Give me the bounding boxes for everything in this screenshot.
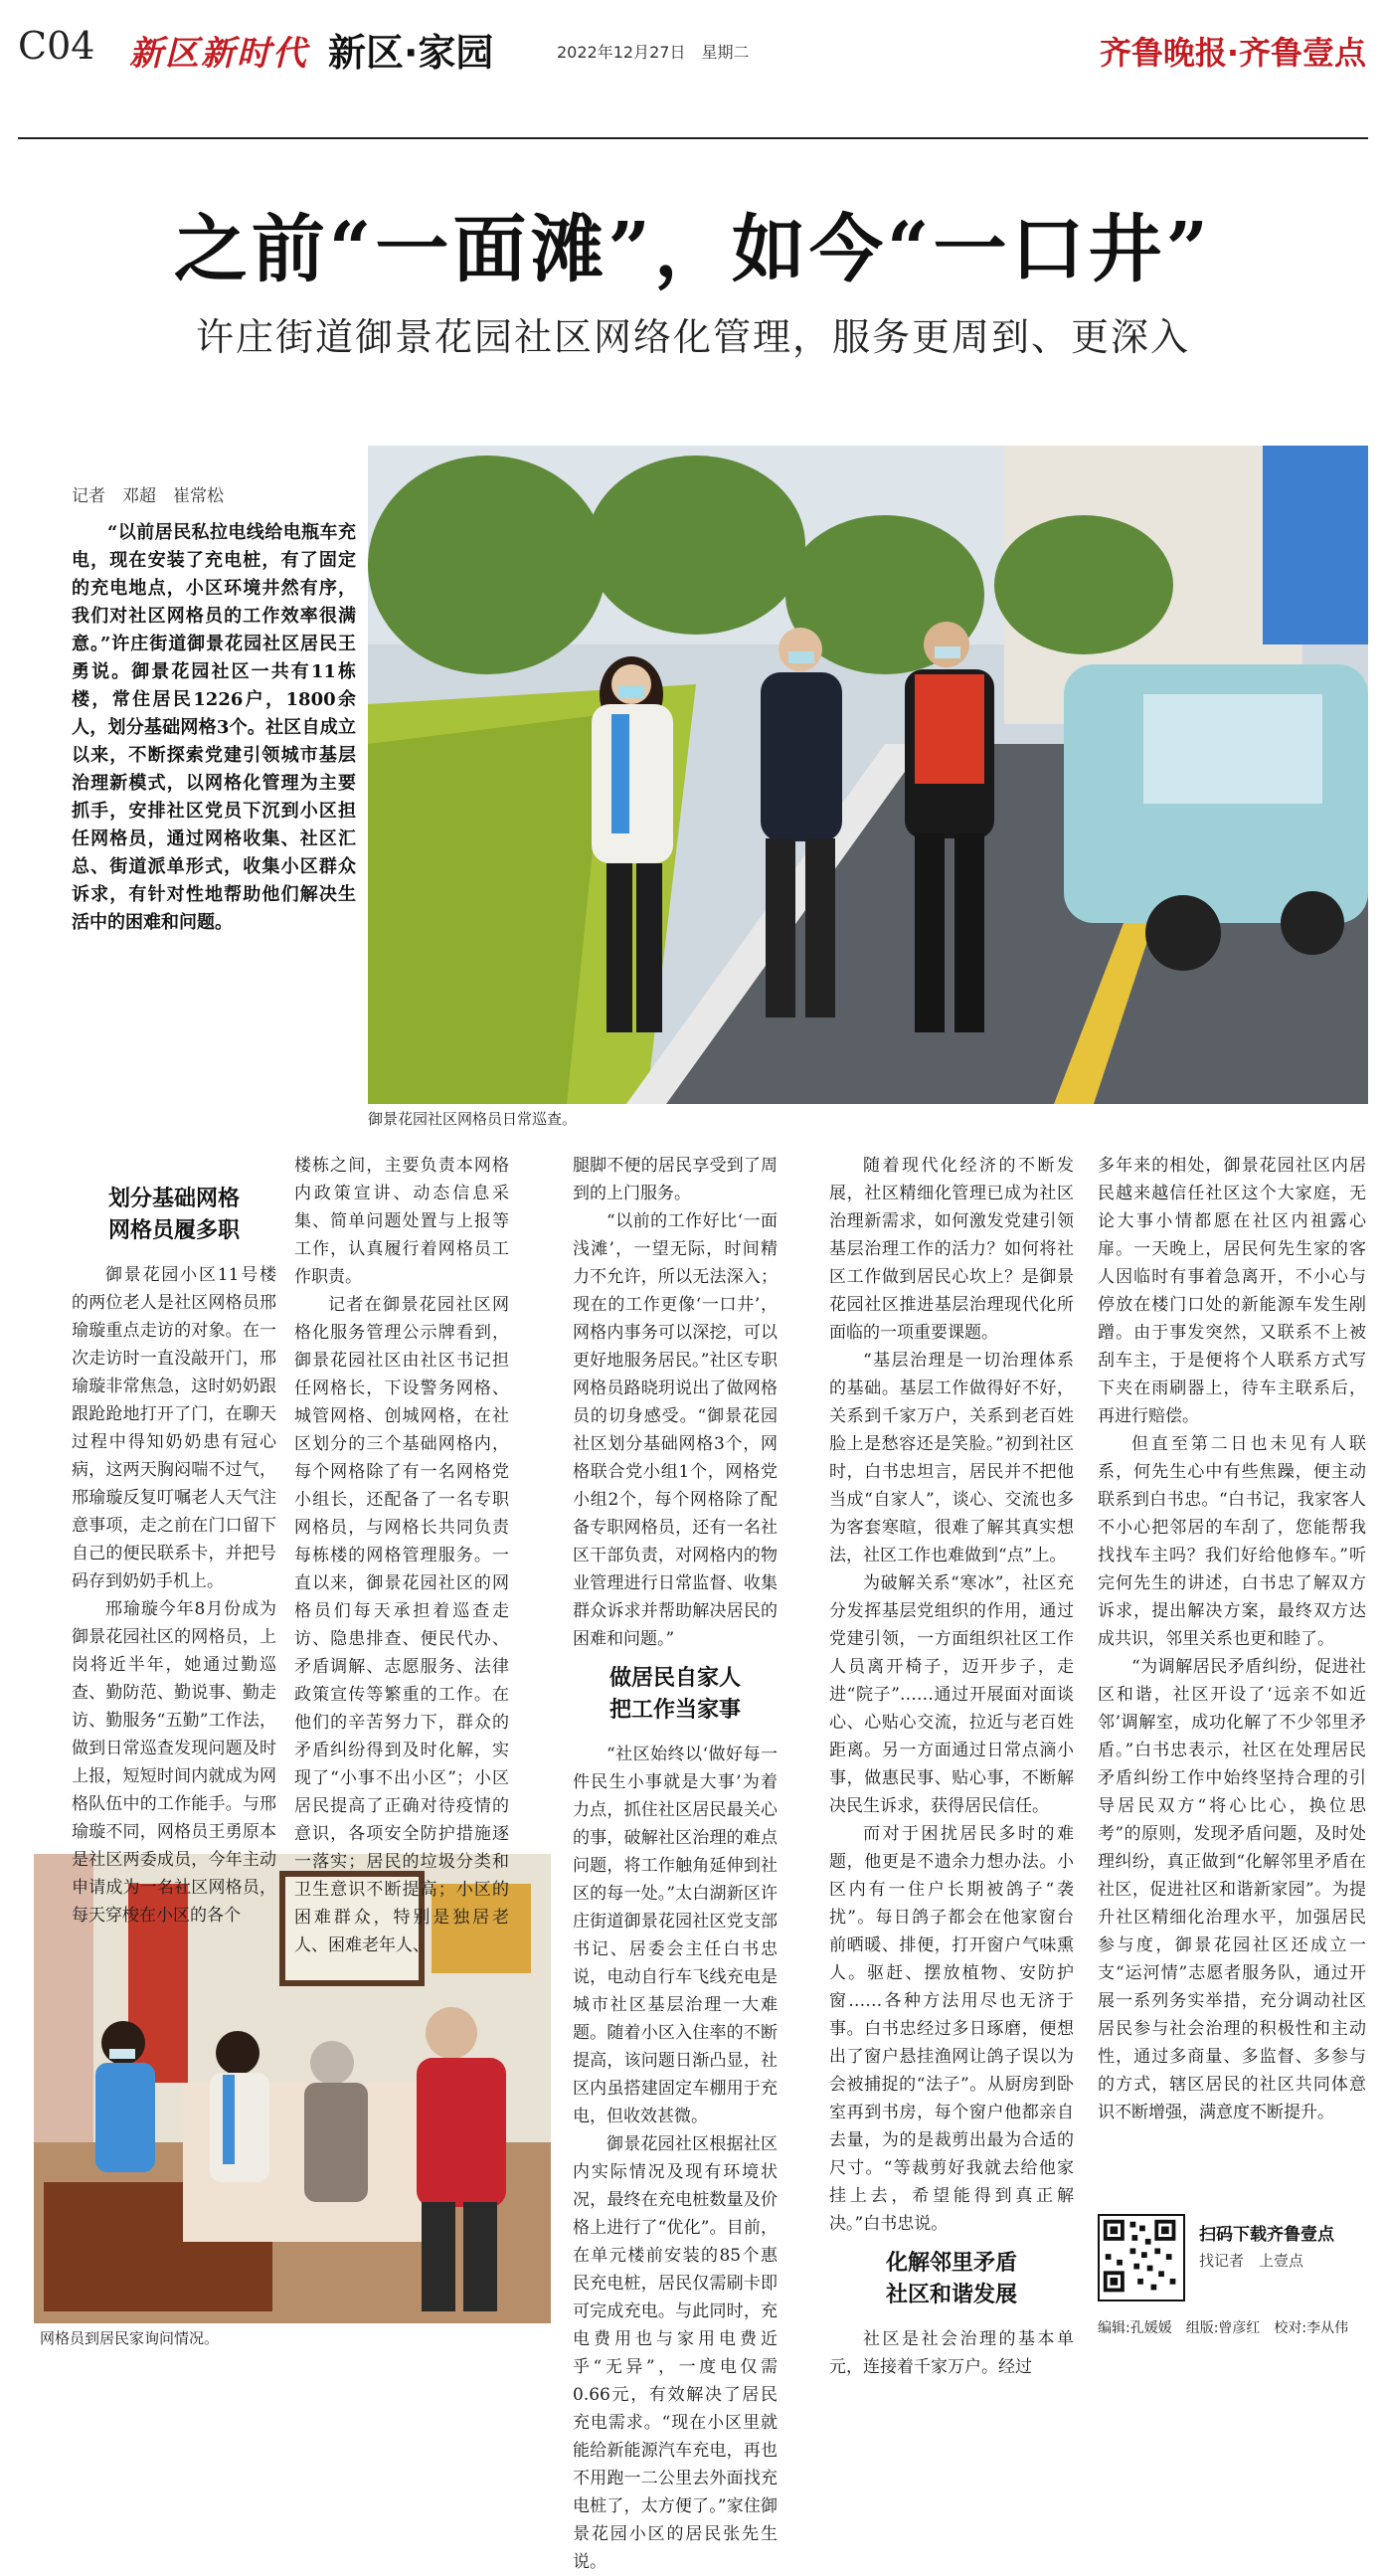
- paragraph: 御景花园小区11号楼的两位老人是社区网格员邢瑜璇重点走访的对象。在一次走访时一直没敲开门，邢瑜璇非常焦急，这时奶奶跟跟跄跄地打开了门，在聊天过程中得知奶奶患有冠心病，这两天胸闷喘不过气，邢瑜璇反复叮嘱老人天气注意事项，走之前在门口留下自己的便民联系卡，并把号码存到奶奶手机上。: [72, 1265, 276, 1591]
- paragraph: 楼栋之间，主要负责本网格内政策宣讲、动态信息采集、简单问题处置与上报等工作，认真履行着网格员工作职责。: [294, 1156, 509, 1287]
- subheadline: 许庄街道御景花园社区网络化管理，服务更周到、更深入: [195, 315, 1190, 359]
- subheading-family: 做居民自家人 把工作当家事: [608, 1666, 741, 1723]
- article-column-1: [72, 1174, 276, 1930]
- paragraph: 多年来的相处，御景花园社区内居民越来越信任社区这个大家庭，无论大事小情都愿在社区内祖露心扉。一天晚上，居民何先生家的客人因临时有事着急离开，不小心与停放在楼门口处的新能源车发生剐蹭。由于事发突然，又联系不上被刮车主，于是便将个人联系方式写下夹在雨刷器上，待车主联系后，再进行赔偿。: [1098, 1156, 1366, 1426]
- paper-logo: 齐鲁晚报·齐鲁壹点: [1099, 34, 1366, 72]
- lead-paragraph: “以前居民私拉电线给电瓶车充电，现在安装了充电桩，有了固定的充电地点，小区环境井然有序，我们对社区网格员的工作效率很满意。”许庄街道御景花园社区居民王勇说。御景花园社区一共有11栋楼，常住居民1226户，1800余人，划分基础网格3个。社区自成立以来，不断探索党建引领城市基层治理新模式，以网格化管理为主要抓手，安排社区党员下沉到小区担任网格员，通过网格收集、社区汇总、街道派单形式，收集小区群众诉求，有针对性地帮助他们解决生活中的困难和问题。: [72, 522, 356, 933]
- paragraph: 腿脚不便的居民享受到了周到的上门服务。: [573, 1156, 778, 1203]
- subheading-grid: 划分基础网格 网格员履多职: [107, 1187, 240, 1243]
- photo-home-visit-caption: 网格员到居民家询问情况。: [40, 2329, 220, 2347]
- article-column-3: [573, 1152, 778, 2576]
- paragraph: 记者在御景花园社区网格化服务管理公示牌看到，御景花园社区由社区书记担任网格长，下设警务网格、城管网格、创城网格，在社区划分的三个基础网格内，每个网格除了有一名网格党小组长，还配备了一名专职网格员，与网格长共同负责每栋楼的网格管理服务。一直以来，御景花园社区的网格员们每天承担着巡查走访、隐患排查、便民代办、矛盾调解、志愿服务、法律政策宣传等繁重的工作。在他们的辛苦努力下，群众的矛盾纠纷得到及时化解，实现了“小事不出小区”；小区居民提高了正确对待疫情的意识，各项安全防护措施逐一落实；居民的垃圾分类和卫生意识不断提高；小区的困难群众，特别是独居老人、困难老年人、: [294, 1295, 509, 1955]
- subheading-harmony: 化解邻里矛盾 社区和谐发展: [885, 2251, 1017, 2307]
- photo-patrol: [368, 446, 1368, 1104]
- paragraph: 而对于困扰居民多时的难题，他更是不遗余力想办法。小区内有一住户长期被鸽子“袭扰”。每日鸽子都会在他家窗台前晒暖、排便，打开窗户气味熏人。驱赶、摆放植物、安防护窗……各种方法用尽也无济于事。白书忠经过多日琢磨，便想出了窗户悬挂渔网让鸽子误以为会被捕捉的“法子”。从厨房到卧室再到书房，每个窗户他都亲自去量，为的是裁剪出最为合适的尺寸。“等裁剪好我就去给他家挂上去，希望能得到真正解决。”白书忠说。: [829, 1824, 1074, 2234]
- section-name: 新区·家园: [328, 31, 494, 75]
- qr-sublabel: 找记者 上壹点: [1199, 2252, 1304, 2270]
- masthead-rule: [18, 137, 1368, 139]
- publication-date: 2022年12月27日 星期二: [557, 43, 750, 62]
- paragraph: “为调解居民矛盾纠纷，促进社区和谐，社区开设了‘远亲不如近邻’调解室，成功化解了不少邻里矛盾。”白书忠表示，社区在处理居民矛盾纠纷工作中始终坚持合理的引导居民双方“将心比心，换位思考”的原则，发现矛盾问题，及时处理纠纷，真正做到“化解邻里矛盾在社区，促进社区和谐新家园”。为提升社区精细化治理水平，加强居民参与度，御景花园社区还成立一支“运河情”志愿者服务队，通过开展一系列务实举措，充分调动社区居民参与社会治理的积极性和主动性，通过多商量、多监督、多参与的方式，辖区居民的社区共同体意识不断增强，满意度不断提升。: [1098, 1657, 1366, 2122]
- paragraph: 御景花园社区根据社区内实际情况及现有环境状况，最终在充电桩数量及价格上进行了“优化”。目前，在单元楼前安装的85个惠民充电桩，居民仅需刷卡即可完成充电。与此同时，充电费用也与家用电费近乎“无异”，一度电仅需0.66元，有效解决了居民充电需求。“现在小区里就能给新能源汽车充电，再也不用跑一二公里去外面找充电桩了，太方便了。”家住御景花园小区的居民张先生说。: [573, 2134, 778, 2572]
- masthead: [0, 0, 1386, 119]
- paragraph: 但直至第二日也未见有人联系，何先生心中有些焦躁，便主动联系到白书忠。“白书记，我家客人不小心把邻居的车刮了，您能帮我找找车主吗？我们好给他修车。”听完何先生的讲述，白书忠了解双方诉求，提出解决方案，最终双方达成共识，邻里关系也更和睦了。: [1098, 1434, 1366, 1649]
- headline: 之前“一面滩”，如今“一口井”: [173, 207, 1213, 292]
- editor-credits: 编辑:孔媛媛 组版:曾彦红 校对:李从伟: [1098, 2320, 1349, 2336]
- paragraph: 社区是社会治理的基本单元，连接着千家万户。经过: [829, 2329, 1074, 2377]
- article-column-4: [829, 1152, 1074, 2381]
- paragraph: 邢瑜璇今年8月份成为御景花园社区的网格员，上岗将近半年，她通过勤巡查、勤防范、勤说事、勤走访、勤服务“五勤”工作法，做到日常巡查发现问题及时上报，短短时间内就成为网格队伍中的工作能手。与邢瑜璇不同，网格员王勇原本是社区两委成员，今年主动申请成为一名社区网格员，每天穿梭在小区的各个: [72, 1599, 276, 1926]
- article-column-5: [1098, 1152, 1366, 2126]
- qr-label: 扫码下载齐鲁壹点: [1199, 2225, 1334, 2245]
- paragraph: 随着现代化经济的不断发展，社区精细化管理已成为社区治理新需求，如何激发党建引领基层治理工作的活力？如何将社区工作做到居民心坎上？是御景花园社区推进基层治理现代化所面临的一项重要课题。: [829, 1156, 1074, 1343]
- page-number: C04: [18, 24, 95, 68]
- article-column-2: [294, 1152, 509, 1959]
- qr-code-icon[interactable]: [1098, 2214, 1185, 2301]
- photo-patrol-caption: 御景花园社区网格员日常巡查。: [368, 1110, 578, 1128]
- zone-logo: 新区新时代: [129, 34, 308, 74]
- paragraph: “以前的工作好比‘一面浅滩’，一望无际，时间精力不允许，所以无法深入；现在的工作更像‘一口井’，网格内事务可以深挖，可以更好地服务居民。”社区专职网格员路晓玥说出了做网格员的切身感受。“御景花园社区划分基础网格3个，网格联合党小组1个，网格党小组2个，每个网格除了配备专职网格员，还有一名社区干部负责，对网格内的物业管理进行日常监督、收集群众诉求并帮助解决居民的困难和问题。”: [573, 1211, 778, 1649]
- paragraph: “基层治理是一切治理体系的基础。基层工作做得好不好，关系到千家万户，关系到老百姓脸上是愁容还是笑脸。”初到社区时，白书忠坦言，居民并不把他当成“自家人”，谈心、交流也多为客套寒暄，很难了解其真实想法，社区工作也难做到“点”上。: [829, 1351, 1074, 1565]
- paragraph: “社区始终以‘做好每一件民生小事就是大事’为着力点，抓住社区居民最关心的事，破解社区治理的难点问题，将工作触角延伸到社区的每一处。”太白湖新区许庄街道御景花园社区党支部书记、居委会主任白书忠说，电动自行车飞线充电是城市社区基层治理一大难题。随着小区入住率的不断提高，该问题日渐凸显，社区内虽搭建固定车棚用于充电，但收效甚微。: [573, 1745, 778, 2126]
- byline: 记者 邓超 崔常松: [72, 486, 224, 506]
- paragraph: 为破解关系“寒冰”，社区充分发挥基层党组织的作用，通过党建引领，一方面组织社区工作人员离开椅子，迈开步子，走进“院子”……通过开展面对面谈心、心贴心交流，拉近与老百姓距离。另一方面通过日常点滴小事，做惠民事、贴心事，不断解决民生诉求，获得居民信任。: [829, 1573, 1074, 1816]
